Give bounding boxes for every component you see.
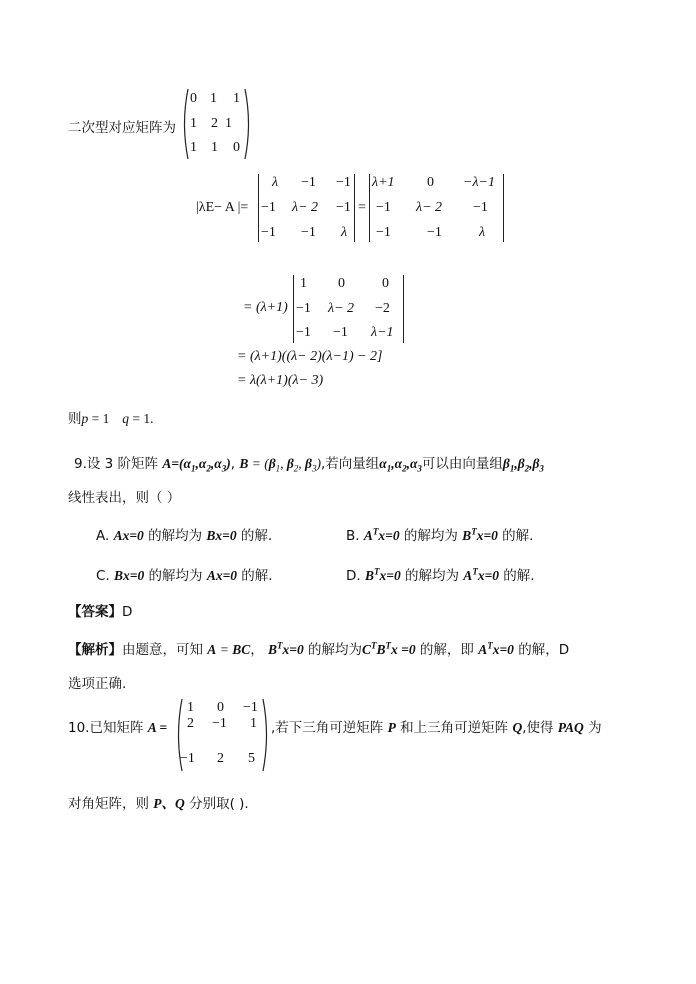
det1-cell: λ− 2 (292, 200, 319, 215)
det2-left-bar (369, 174, 370, 242)
det2-cell: λ− 2 (416, 200, 443, 215)
analysis-eq: $A^Tx=0$ (478, 640, 514, 657)
option-eq: Ax=0 (113, 528, 144, 543)
q10-text: 已知矩阵 (89, 720, 148, 736)
det3-cell: −1 (296, 301, 311, 316)
q10-text: 和上三角可逆矩阵 (395, 720, 513, 736)
det2-cell: λ (479, 225, 486, 240)
q10-cell: 1 (187, 700, 194, 715)
quad-cell: 1 (210, 91, 217, 106)
q9-analysis-line1 (68, 638, 569, 658)
det3-right-bar (403, 275, 404, 343)
quad-cell: 0 (233, 140, 240, 155)
det3-left-bar (293, 275, 294, 343)
q10-text: ,若下三角可逆矩阵 (271, 720, 388, 736)
q9-stem-line2: 线性表出，则（ ） (68, 490, 181, 506)
det1-right-bar (354, 174, 355, 242)
result-line (68, 407, 154, 427)
q9-text: 可以由向量组 (421, 456, 503, 472)
det1-cell: λ (272, 175, 279, 190)
q10-number: 10. (68, 720, 90, 736)
q10-cell: 0 (217, 700, 224, 715)
det2-cell: −λ−1 (463, 175, 495, 190)
q10-text: 分别取( ). (184, 796, 249, 812)
q9-analysis-line2: 选项正确. (68, 676, 127, 692)
q9-option-A (96, 524, 272, 544)
det3-cell: 0 (338, 276, 345, 291)
q10-cell: 2 (217, 751, 224, 766)
det1-cell: −1 (301, 225, 316, 240)
quad-cell: 1 (233, 91, 240, 106)
det2-cell: λ+1 (372, 175, 395, 190)
analysis-label: 【解析】 (68, 642, 122, 658)
q9-A-def: $A=(\alpha_1,\alpha_2,\alpha_3)$ (162, 456, 231, 474)
analysis-text: 由题意，可知 (122, 642, 208, 658)
q9-option-D (346, 564, 535, 584)
result-prefix: 则 (68, 411, 82, 427)
det2-cell: −1 (376, 200, 391, 215)
analysis-eq: A = BC (207, 642, 251, 657)
det1-cell: −1 (301, 175, 316, 190)
factored-line: = λ(λ+1)(λ− 3) (237, 373, 324, 388)
option-text: 的解. (237, 568, 273, 584)
det2-cell: −1 (427, 225, 442, 240)
q9-option-C (96, 564, 273, 584)
option-text: 的解均为 (399, 528, 463, 544)
q10-cell: −1 (212, 716, 227, 731)
det3-prefix: = (λ+1) (243, 300, 288, 315)
q10-stem-prefix (68, 716, 167, 736)
det1-cell: −1 (336, 175, 351, 190)
option-eq: $A^Tx=0$ (363, 526, 400, 543)
option-label: D. (346, 568, 361, 584)
analysis-eq: $C^TB^Tx =0$ (362, 640, 416, 657)
q10-cell: 2 (187, 716, 194, 731)
det3-cell: −2 (375, 301, 390, 316)
det3-cell: λ− 2 (328, 301, 355, 316)
det2-cell: −1 (473, 200, 488, 215)
det3-cell: −1 (296, 325, 311, 340)
q10-Q: Q (512, 720, 523, 735)
quad-cell: 1 (211, 140, 218, 155)
option-text: 的解. (499, 568, 535, 584)
p-var: p (81, 411, 89, 426)
q-value: = 1. (129, 411, 154, 426)
det2-cell: −1 (376, 225, 391, 240)
quad-matrix-right-paren (243, 88, 253, 160)
q9-text: ,若向量组 (320, 456, 380, 472)
option-text: 的解均为 (144, 568, 207, 584)
option-label: A. (96, 528, 110, 544)
q10-P: P (387, 720, 396, 735)
option-text: 的解均为 (143, 528, 207, 544)
quad-cell: 0 (190, 91, 197, 106)
option-eq: $B^Tx=0$ (462, 526, 498, 543)
det-lhs: |λE− A |= (196, 200, 249, 215)
option-eq: Bx=0 (114, 568, 145, 583)
q9-text: 设 3 阶矩阵 (86, 456, 163, 472)
q10-stem-rest (271, 716, 602, 736)
q9-alphas: $\alpha_1,\alpha_2,\alpha_3$ (379, 456, 422, 474)
answer-value: D (122, 604, 133, 620)
analysis-eq: $B^Tx=0$ (268, 640, 304, 657)
q10-PQ: P、Q (153, 796, 185, 811)
q9-B-def: $B = (\beta_1$, $\beta_2$, $\beta_3$) (239, 456, 321, 474)
q9-number: 9. (74, 456, 87, 472)
det1-cell: −1 (336, 200, 351, 215)
q10-A-eq: A = (147, 720, 168, 735)
option-eq: $B^Tx=0$ (364, 566, 401, 583)
q10-matrix-right-paren (261, 698, 271, 772)
option-text: 的解. (497, 528, 534, 544)
quad-cell: 2 (211, 116, 218, 131)
q10-cell: −1 (180, 751, 195, 766)
q10-cell: 1 (250, 716, 257, 731)
det1-cell: −1 (261, 225, 276, 240)
det2-right-bar (503, 174, 504, 242)
analysis-text: 的解，D (513, 642, 570, 658)
q9-betas: $\beta_1,\beta_2,\beta_3$ (502, 456, 544, 474)
analysis-text: 的解，即 (415, 642, 479, 658)
option-label: B. (346, 528, 360, 544)
option-eq: Ax=0 (206, 568, 238, 583)
det3-cell: 1 (300, 276, 307, 291)
det2-cell: 0 (427, 175, 434, 190)
q10-cell: −1 (243, 700, 258, 715)
det1-cell: −1 (261, 200, 276, 215)
quad-cell: 1 (190, 140, 197, 155)
q10-text: 为 (583, 720, 602, 736)
q9-answer (68, 600, 132, 620)
answer-label: 【答案】 (68, 604, 122, 620)
det3-cell: 0 (382, 276, 389, 291)
det3-cell: −1 (333, 325, 348, 340)
option-eq: Bx=0 (206, 528, 237, 543)
quad-cell: 1 (190, 116, 197, 131)
q9-option-B (346, 524, 533, 544)
quad-form-label: 二次型对应矩阵为 (68, 120, 176, 136)
quad-cell: 1 (225, 116, 232, 131)
q10-cell: 5 (248, 751, 255, 766)
q-var: q (122, 411, 129, 426)
expansion-line: = (λ+1)((λ− 2)(λ−1) − 2] (237, 349, 383, 364)
q10-stem-line2 (68, 792, 249, 812)
analysis-text: 的解均为 (303, 642, 363, 658)
det1-cell: λ (341, 225, 348, 240)
q9-stem-line1: 9.设 3 阶矩阵 $A=(\alpha_1,\alpha_2,\alpha_3)$, $B = (\beta_1$, $\beta_2$, $\beta_3$),若向量组$\alpha_1,\alpha_2,\alpha_3$可以由向量组$\beta_1,\beta_2,\beta_3$ (74, 456, 544, 474)
analysis-text: ， (250, 642, 268, 658)
option-text: 的解. (236, 528, 273, 544)
p-value: = 1 (88, 411, 110, 426)
quad-matrix-left-paren (180, 88, 190, 160)
option-text: 的解均为 (400, 568, 464, 584)
q10-PAQ: PAQ (557, 720, 584, 735)
q10-text: ,使得 (522, 720, 558, 736)
det1-left-bar (258, 174, 259, 242)
option-eq: $A^Tx=0$ (463, 566, 500, 583)
q10-text: 对角矩阵，则 (68, 796, 154, 812)
option-label: C. (96, 568, 110, 584)
det3-cell: λ−1 (371, 325, 394, 340)
equals-sign: = (358, 200, 366, 215)
